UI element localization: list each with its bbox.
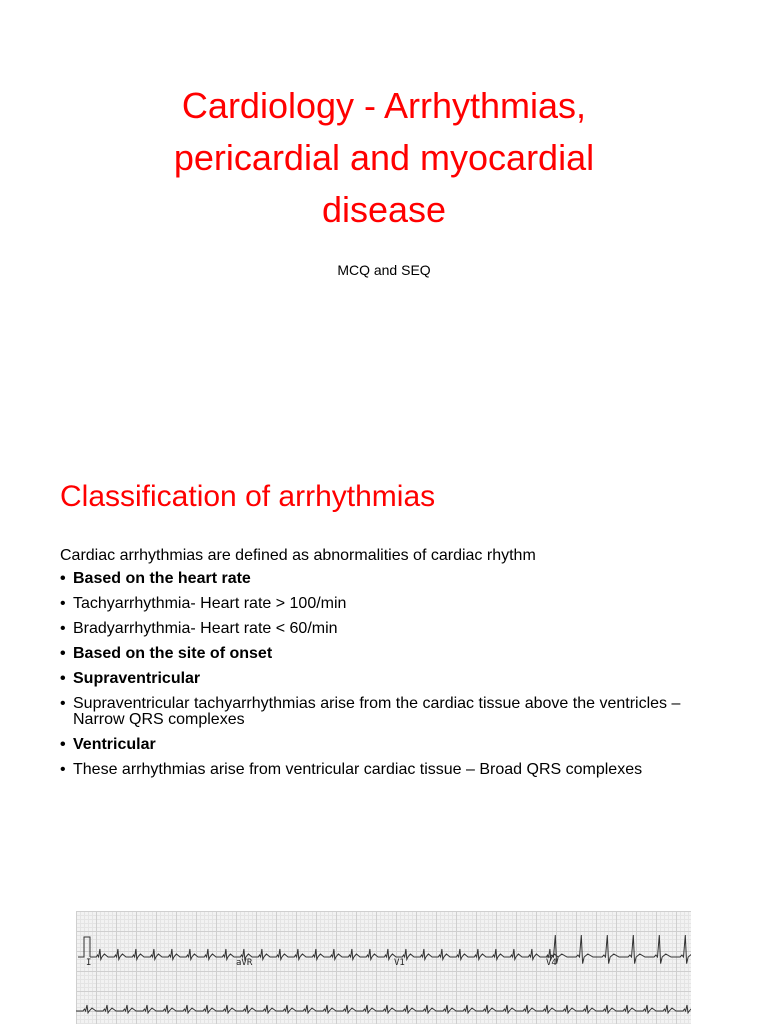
bullet-item [60, 696, 720, 728]
ecg-lead-label: aVR [236, 958, 253, 968]
bullet-item [60, 737, 720, 753]
ecg-waveform [76, 1005, 691, 1013]
bullet-text: Based on the heart rate [73, 570, 251, 587]
bullet-text: Based on the site of onset [73, 645, 273, 662]
slide-subtitle: MCQ and SEQ [337, 262, 431, 278]
bullet-text: These arrhythmias arise from ventricular cardiac tissue – Broad QRS complexes [73, 761, 643, 778]
bullet-text: Ventricular [73, 736, 156, 753]
bullet-marker: • [60, 695, 66, 712]
title-line-1: Cardiology - Arrhythmias, [181, 85, 587, 126]
ecg-trace [76, 911, 691, 1024]
title-line-3: disease [321, 189, 447, 230]
ecg-lead-label: V1 [394, 958, 405, 968]
bullet-item [60, 621, 720, 637]
ecg-waveform [541, 935, 691, 964]
classification-title: Classification of arrhythmias [60, 480, 436, 513]
bullet-list [60, 571, 720, 787]
title-slide [0, 0, 768, 420]
ecg-strip-image [76, 911, 691, 1024]
bullet-item [60, 571, 720, 587]
bullet-marker: • [60, 670, 66, 687]
bullet-text: Tachyarrhythmia- Heart rate > 100/min [73, 595, 347, 612]
ecg-waveform [90, 949, 558, 959]
bullet-item [60, 596, 720, 612]
bullet-marker: • [60, 645, 66, 662]
ecg-lead-label: V4 [546, 958, 557, 968]
bullet-item [60, 646, 720, 662]
bullet-marker: • [60, 620, 66, 637]
bullet-marker: • [60, 570, 66, 587]
bullet-text: Supraventricular tachyarrhythmias arise from the cardiac tissue above the ventricles – Narrow QRS complexes [73, 695, 681, 728]
bullet-item [60, 762, 720, 778]
bullet-marker: • [60, 761, 66, 778]
bullet-text: Bradyarrhythmia- Heart rate < 60/min [73, 620, 338, 637]
bullet-marker: • [60, 595, 66, 612]
bullet-text: Supraventricular [73, 670, 201, 687]
slide-title [40, 80, 728, 236]
ecg-calibration-pulse [78, 937, 90, 957]
bullet-marker: • [60, 736, 66, 753]
ecg-lead-label: I [86, 958, 92, 968]
title-line-2: pericardial and myocardial [173, 137, 595, 178]
bullet-item [60, 671, 720, 687]
intro-text: Cardiac arrhythmias are defined as abnormalities of cardiac rhythm [60, 547, 536, 564]
